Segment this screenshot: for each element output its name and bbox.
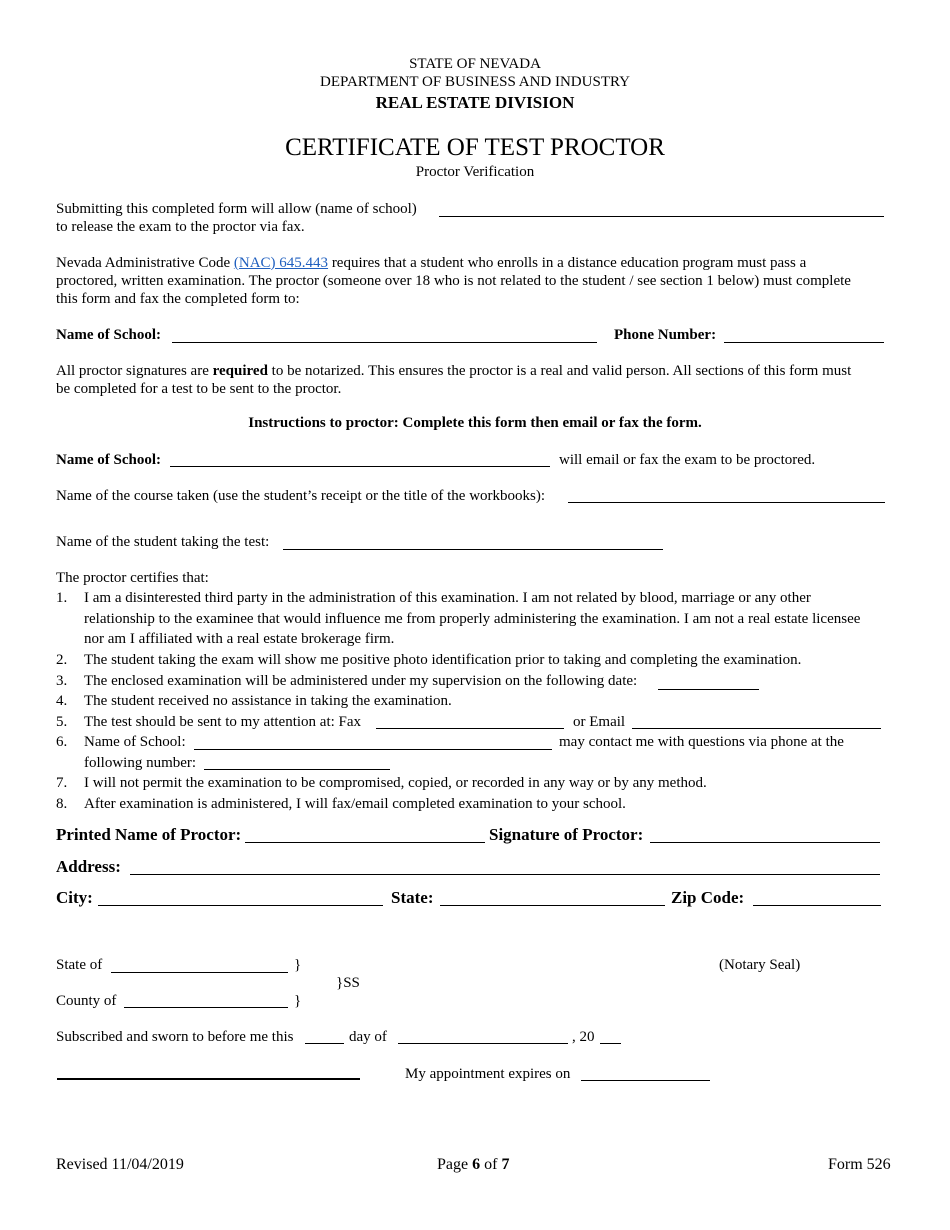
instructions: Instructions to proctor: Complete this form then email or fax the form. [248,415,702,431]
item-number: 6. [56,734,68,750]
printed-name-label: Printed Name of Proctor: [56,825,242,844]
state-field[interactable] [440,905,665,906]
revised-date: Revised 11/04/2019 [56,1156,184,1173]
course-label: Name of the course taken (use the student’s receipt or the title of the workbooks): [56,488,546,504]
expires-field[interactable] [581,1080,710,1081]
signature-label: Signature of Proctor: [489,825,644,844]
nac-link[interactable]: (NAC) 645.443 [233,255,329,271]
nac-line2: proctored, written examination. The proctor (someone over 18 who is not related to the student / see section 1 below) must complete [56,273,851,289]
state-of-label: State of [56,957,103,973]
address-label: Address: [56,857,121,876]
certifies-heading: The proctor certifies that: [56,570,209,586]
sworn-year-field[interactable] [600,1043,621,1044]
school-label: Name of School: [56,327,161,343]
signature-field[interactable] [650,842,880,843]
city-label: City: [56,888,93,907]
page-of: of [480,1156,502,1173]
item-3: The enclosed examination will be administered under my supervision on the following date: [84,673,638,689]
item-6-text: may contact me with questions via phone at the [559,734,844,750]
item-number: 5. [56,714,68,730]
printed-name-field[interactable] [245,842,485,843]
student-field[interactable] [283,549,663,550]
item-number: 3. [56,673,68,689]
item-5-fax-label: The test should be sent to my attention at: Fax [84,714,362,730]
notary-seal-label: (Notary Seal) [719,957,801,973]
year-label: , 20 [572,1029,595,1045]
date-field[interactable] [658,689,759,690]
city-field[interactable] [98,905,383,906]
notary-signature-field[interactable] [57,1078,360,1080]
form-number: Form 526 [828,1156,891,1173]
item-6-school-label: Name of School: [84,734,186,750]
page-number [437,1156,509,1174]
item-1-line1: I am a disinterested third party in the administration of this examination. I am not related by blood, marriage or any other [84,590,811,606]
ss-label: }SS [336,975,360,991]
header-department: DEPARTMENT OF BUSINESS AND INDUSTRY [320,74,630,90]
zip-label: Zip Code: [671,888,745,907]
nac-pre: Nevada Administrative Code [56,255,234,271]
day-of-label: day of [349,1029,387,1045]
phone-label: Phone Number: [614,327,717,343]
intro-line2: to release the exam to the proctor via fax. [56,219,305,235]
item-1-line3: nor am I affiliated with a real estate brokerage firm. [84,631,395,647]
zip-field[interactable] [753,905,881,906]
notary-note-line2: be completed for a test to be sent to the proctor. [56,381,342,397]
expires-label: My appointment expires on [405,1066,571,1082]
item-1-line2: relationship to the examinee that would influence me from properly administering the examination. I am not a real estate licensee [84,611,861,627]
item-number: 7. [56,775,68,791]
item-6-phone-label: following number: [84,755,197,771]
notary-note-line1 [56,363,851,380]
item-number: 1. [56,590,68,606]
item-5-email-label: or Email [573,714,626,730]
item-8: After examination is administered, I will fax/email completed examination to your school. [84,796,626,812]
school-name-field[interactable] [439,216,884,217]
school-field[interactable] [172,342,597,343]
item-4: The student received no assistance in taking the examination. [84,693,452,709]
nac-line1 [56,255,806,272]
page-current: 6 [472,1156,481,1173]
nac-rest: requires that a student who enrolls in a distance education program must pass a [328,255,807,271]
page-pre: Page [437,1156,473,1173]
fax-field[interactable] [376,728,564,729]
header-state: STATE OF NEVADA [409,56,541,72]
student-label: Name of the student taking the test: [56,534,270,550]
sworn-day-field[interactable] [305,1043,344,1044]
sworn-label: Subscribed and sworn to before me this [56,1029,294,1045]
page-subtitle: Proctor Verification [415,164,535,180]
page-total: 7 [501,1156,510,1173]
item-number: 4. [56,693,68,709]
page-title: CERTIFICATE OF TEST PROCTOR [285,134,665,161]
school-label-2: Name of School: [56,452,161,468]
notary-note-bold: required [212,363,268,379]
header-division: REAL ESTATE DIVISION [375,93,575,112]
item-6-phone-field[interactable] [204,769,390,770]
item-6-school-field[interactable] [194,749,552,750]
phone-field[interactable] [724,342,884,343]
school-row2-suffix: will email or fax the exam to be proctored. [559,452,816,468]
sworn-month-field[interactable] [398,1043,568,1044]
nac-line3: this form and fax the completed form to: [56,291,300,307]
state-label: State: [391,888,434,907]
email-field[interactable] [632,728,881,729]
intro-line1: Submitting this completed form will allow (name of school) [56,201,417,217]
course-field[interactable] [568,502,885,503]
item-7: I will not permit the examination to be compromised, copied, or recorded in any way or by any method. [84,775,707,791]
notary-note-pre: All proctor signatures are [56,363,213,379]
school-field-2[interactable] [170,466,550,467]
brace: } [294,993,302,1009]
item-number: 8. [56,796,68,812]
county-of-label: County of [56,993,117,1009]
county-of-field[interactable] [124,1007,288,1008]
brace: } [294,957,302,973]
item-number: 2. [56,652,68,668]
state-of-field[interactable] [111,972,288,973]
notary-note-rest: to be notarized. This ensures the proctor is a real and valid person. All sections of this form must [267,363,852,379]
address-field[interactable] [130,874,880,875]
item-2: The student taking the exam will show me positive photo identification prior to taking and completing the examination. [84,652,802,668]
